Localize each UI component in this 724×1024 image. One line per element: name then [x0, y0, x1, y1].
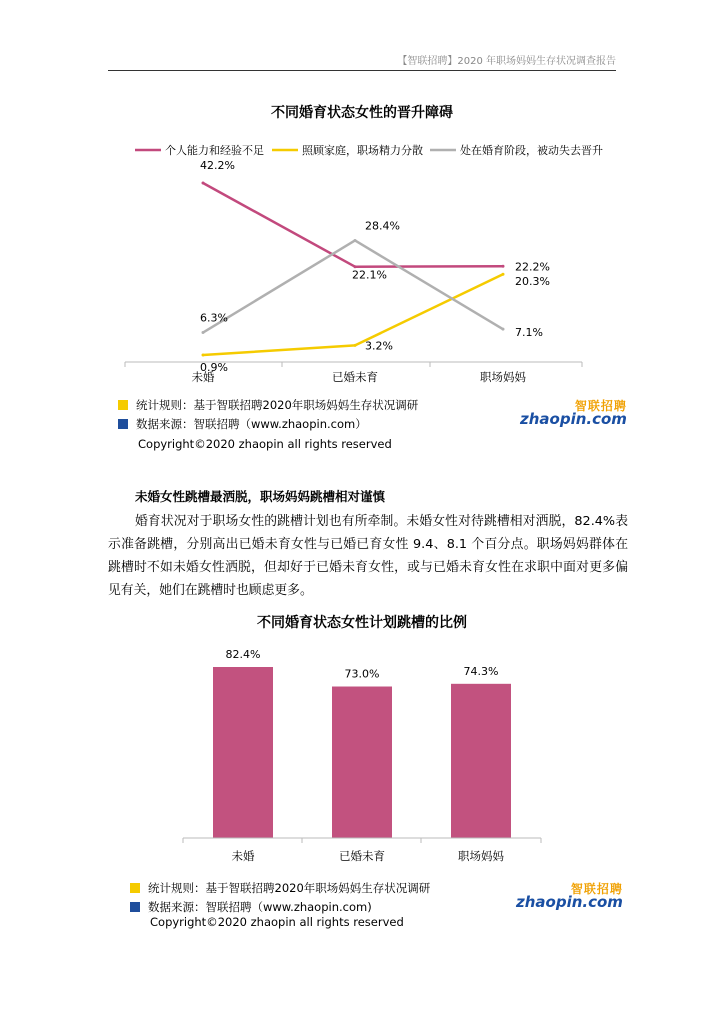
chart2-source-rule-text: 统计规则：基于智联招聘2020年职场妈妈生存状况调研: [148, 881, 431, 895]
x-tick-label: 未婚: [231, 849, 255, 863]
x-tick-label: 未婚: [191, 370, 215, 384]
chart2-copyright: Copyright©2020 zhaopin all rights reserved: [150, 915, 404, 929]
data-label: 42.2%: [200, 159, 235, 172]
data-label: 7.1%: [515, 326, 543, 340]
chart1-title: 不同婚育状态女性的晋升障碍: [271, 105, 453, 121]
section-heading: 未婚女性跳槽最洒脱，职场妈妈跳槽相对谨慎: [135, 489, 386, 504]
logo-en: zhaopin.com: [520, 410, 627, 428]
data-label: 20.3%: [515, 275, 550, 289]
bar-value-label: 73.0%: [344, 667, 380, 681]
section-paragraph: 婚育状况对于职场女性的跳槽计划也有所牵制。未婚女性对待跳槽相对洒脱，82.4%表示准备跳槽，分别高出已婚未育女性与已婚已育女性 9.4、8.1 个百分点。职场妈妈群体在跳槽时不如未婚女性洒脱，但却好于已婚未育女性，或与已婚未育女性在求职中面对更多偏见有关，她们在跳槽时也顾虑更多。: [108, 514, 628, 598]
data-label: 22.1%: [352, 268, 387, 282]
x-tick-label: 职场妈妈: [458, 849, 504, 863]
chart2-title: 不同婚育状态女性计划跳槽的比例: [257, 615, 467, 631]
bar-value-label: 74.3%: [463, 664, 499, 678]
logo-en-2: zhaopin.com: [516, 893, 623, 911]
chart2-source-data: [130, 899, 372, 915]
blue-square-icon: [130, 902, 140, 912]
legend-label-2: 处在婚育阶段，被动失去晋升: [460, 144, 603, 157]
data-label: 3.2%: [365, 339, 393, 353]
x-tick-label: 职场妈妈: [480, 370, 526, 384]
data-label: 22.2%: [515, 260, 550, 274]
bar: [213, 667, 273, 838]
yellow-square-icon: [130, 883, 140, 893]
chart1-source-data-text: 数据来源：智联招聘（www.zhaopin.com）: [136, 417, 367, 431]
legend-label-1: 照顾家庭，职场精力分散: [302, 144, 423, 157]
header-title: 【智联招聘】2020 年职场妈妈生存状况调查报告: [397, 56, 616, 67]
bar: [332, 687, 392, 838]
x-tick-label: 已婚未育: [339, 849, 385, 863]
logo-cn: 智联招聘: [574, 399, 627, 413]
x-tick-label: 已婚未育: [332, 370, 378, 384]
chart1-source-rule-text: 统计规则：基于智联招聘2020年职场妈妈生存状况调研: [136, 398, 419, 412]
bar-value-label: 82.4%: [225, 648, 261, 661]
zhaopin-logo-2: [516, 883, 623, 910]
data-label: 28.4%: [365, 219, 400, 233]
chart2-source-data-text: 数据来源：智联招聘（www.zhaopin.com): [148, 900, 372, 914]
chart1-copyright: Copyright©2020 zhaopin all rights reserved: [138, 437, 392, 451]
legend-label-0: 个人能力和经验不足: [165, 144, 264, 157]
data-label: 6.3%: [200, 311, 228, 325]
data-label: 0.9%: [200, 361, 228, 374]
chart2-source-rule: [130, 880, 430, 896]
bar: [451, 684, 511, 838]
logo-cn-2: 智联招聘: [570, 882, 623, 896]
